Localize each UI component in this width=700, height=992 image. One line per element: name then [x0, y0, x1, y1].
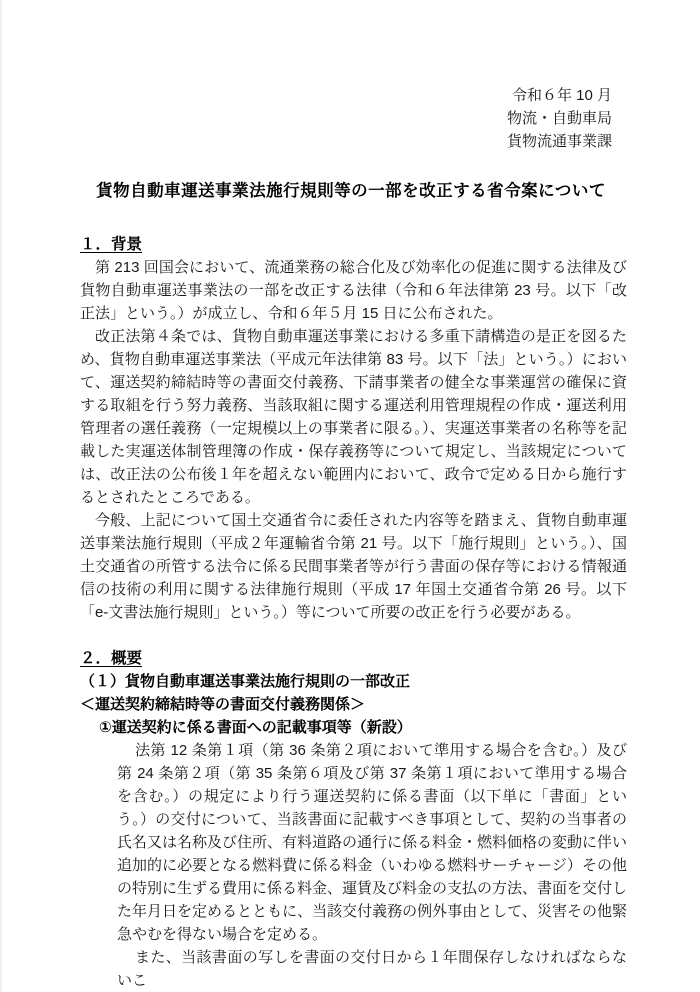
header-date: 令和６年 10 月 [511, 87, 612, 104]
section1-paragraph-2: 改正法第４条では、貨物自動車運送事業における多重下請構造の是正を図るため、貨物自動車運送事業法（平成元年法律第 83 号。以下「法」という。）において、運送契約締結時等の書面交付義務、下請事業者の健全な事業運営の確保に資する取組を行う努力義務、当該取組に関する運送利用管理規程の作成・運送利用管理者の選任義務（一定規模以上の事業者に限る。）、実運送事業者の名称等を記載した実運送体制管理簿の作成・保存義務等について規定し、当該規定については、改正法の公布後１年を超えない範囲内において、政令で定める日から施行するとされたところである。 [80, 328, 627, 506]
section2-paragraph-2: また、当該書面の写しを書面の交付日から１年間保存しなければならないこ [117, 949, 627, 989]
section2-subheading-item1: ①運送契約に係る書面への記載事項等（新設） [99, 719, 412, 736]
section2-paragraph-1: 法第 12 条第１項（第 36 条第２項において準用する場合を含む。）及び第 24 条第２項（第 35 条第６項及び第 37 条第１項において準用する場合を含む。）の規定により行う運送契約に係る書面（以下単に「書面」という。）の交付について、当該書面に記載すべき事項として、契約の当事者の氏名又は名称及び住所、有料道路の通行に係る料金・燃料価格の変動に伴い追加的に必要となる燃料費に係る料金（いわゆる燃料サーチャージ）その他の特別に生ずる費用に係る料金、運賃及び料金の支払の方法、書面を交付した年月日を定めるとともに、当該交付義務の例外事由として、災害その他緊急やむを得ない場合を定める。 [117, 742, 628, 943]
header-division: 貨物流通事業課 [506, 133, 612, 150]
section2-subheading-obligation: ＜運送契約締結時等の書面交付義務関係＞ [80, 696, 366, 713]
document-title: 貨物自動車運送事業法施行規則等の一部を改正する省令案について [96, 182, 606, 200]
section2-subheading-amendment: （１）貨物自動車運送事業法施行規則の一部改正 [80, 673, 411, 690]
document-header [2, 0, 700, 153]
document-body [2, 233, 700, 992]
section1-paragraph-1: 第 213 回国会において、流通業務の総合化及び効率化の促進に関する法律及び貨物自動車運送事業法の一部を改正する法律（令和６年法律第 23 号。以下「改正法」という。）が成立し、令和６年５月 15 日に公布された。 [80, 259, 627, 322]
section1-heading: １．背景 [80, 236, 143, 253]
header-bureau: 物流・自動車局 [506, 110, 612, 127]
section2-heading: ２．概要 [80, 650, 143, 667]
section1-paragraph-3: 今般、上記について国土交通省令に委任された内容等を踏まえ、貨物自動車運送事業法施行規則（平成２年運輸省令第 21 号。以下「施行規則」という。）、国土交通省の所管する法令に係る民間事業者等が行う書面の保存等における情報通信の技術の利用に関する法律施行規則（平成 17 年国土交通省令第 26 号。以下「e-文書法施行規則」という。）等について所要の改正を行う必要がある。 [80, 512, 627, 621]
